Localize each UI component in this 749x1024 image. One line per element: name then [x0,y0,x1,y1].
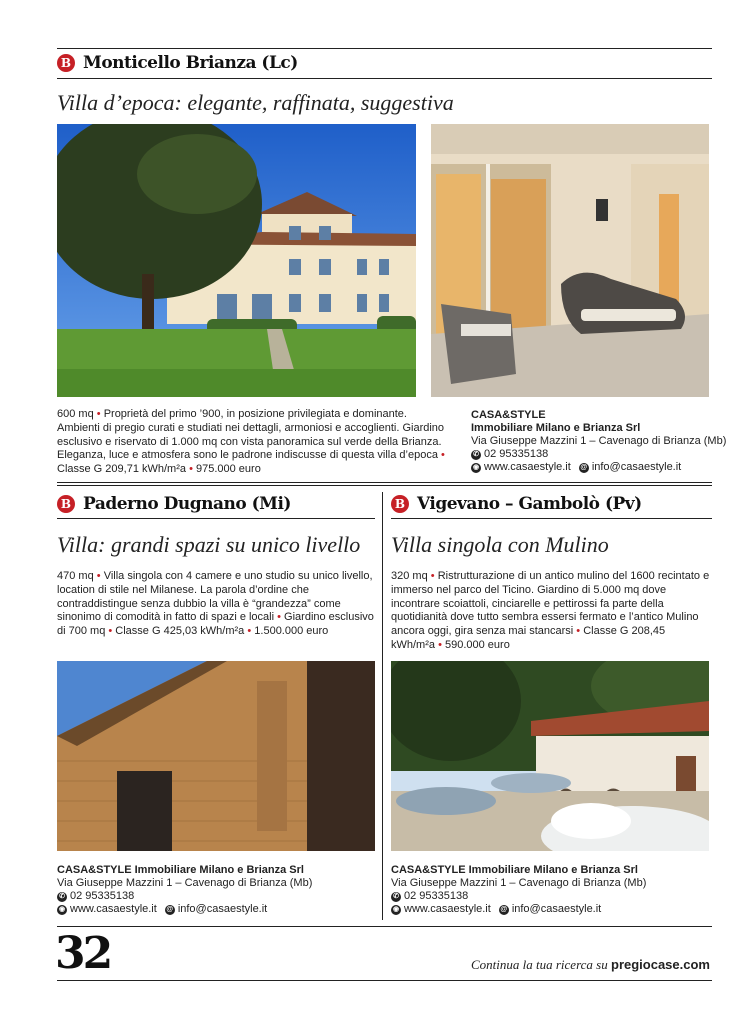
bullet-icon: • [576,625,581,638]
section-rule [57,78,712,79]
agency-phone: 02 95335138 [70,890,135,902]
page-number: 32 [55,928,111,979]
listing-3-energy-class: Classe G 208,45 kWh/m²a [391,625,666,651]
section-rule [57,482,712,483]
mill-courtyard-photo [391,661,709,851]
listing-1-location: Monticello Brianza (Lc) [83,53,298,73]
globe-icon: ◉ [392,906,400,913]
agency-phone: 02 95335138 [484,448,549,460]
footer-bottom-rule [57,980,712,981]
listing-2-agency [57,864,375,916]
email-icon: @ [500,906,508,913]
agency-website[interactable]: www.casaestyle.it [70,903,157,915]
badge-icon: B [391,495,409,513]
phone-icon: ✆ [57,892,67,902]
listing-2-location: Paderno Dugnano (Mi) [83,494,291,514]
listing-2-description [57,570,375,639]
listing-3-location: Vigevano – Gambolò (Pv) [417,494,642,514]
globe-icon: ◉ [58,906,66,913]
listing-3-desc-text: Ristrutturazione di un antico mulino del 1600 recintato e immerso nel parco del Ticino. Giardino di 5.000 mq dove incontrare scoiattoli, cinciarelle e pettirossi fa parte della quotidianità dove tutto sembra essersi fermato e l’antico Mulino ancora oggi, gira senza mai stancarsi [391,570,710,638]
listing-1-size: 600 mq [57,408,94,420]
bullet-icon: • [96,408,101,420]
listing-3-description [391,570,712,653]
agency-phone: 02 95335138 [404,890,469,902]
badge-icon: B [57,54,75,72]
agency-address: Via Giuseppe Mazzini 1 – Cavenago di Brianza (Mb) [391,877,647,889]
bullet-icon: • [277,611,281,624]
phone-icon: ✆ [391,892,401,902]
footer-prompt: Continua la tua ricerca su [471,957,608,972]
agency-email[interactable]: info@casaestyle.it [511,903,602,915]
listing-1-description [57,408,449,477]
agency-name: CASA&STYLE [471,409,546,421]
villa-exterior-photo [57,124,416,397]
section-rule [57,518,375,519]
agency-website[interactable]: www.casaestyle.it [484,461,571,473]
section-rule [391,518,712,519]
agency-website[interactable]: www.casaestyle.it [404,903,491,915]
listing-1-desc-text: Proprietà del primo ’900, in posizione privilegiata e dominante. Ambienti di pregio curati e studiati nei dettagli, armoniosi e accoglienti. Giardino esclusivo e riservato di 1.000 mq con vista panoramica sul verde della Brianza. Eleganza, luce e atmosfera sono le padrone indiscusse di questa villa d’epoca [57,408,445,462]
bullet-icon: • [189,463,193,476]
top-rule [57,48,712,49]
listing-3-title: Villa singola con Mulino [391,532,609,557]
footer-site-link[interactable]: pregiocase.com [611,957,710,972]
listing-3-agency [391,864,712,916]
agency-name-line-2: Immobiliare Milano e Brianza Srl [471,422,641,434]
listing-1-price: 975.000 euro [195,463,261,476]
listing-2-title: Villa: grandi spazi su unico livello [57,532,361,557]
badge-icon: B [57,495,75,513]
listing-2-price: 1.500.000 euro [254,625,329,638]
bullet-icon: • [438,638,442,651]
listing-3-price: 590.000 euro [444,638,510,651]
listing-2-size: 470 mq [57,570,94,582]
agency-name: CASA&STYLE Immobiliare Milano e Brianza Srl [391,864,638,876]
bullet-icon: • [108,625,113,638]
footer-rule [57,926,712,927]
email-icon: @ [580,464,588,471]
listing-2-desc-text: Villa singola con 4 camere e uno studio su unico livello, location di stile nel Milanese. La parola d’ordine che contraddistingue senza dubbio la villa è “grandezza” come sinonimo di comodità in fatto di spazi e locali [57,570,373,624]
listing-1-energy-class: Classe G 209,71 kWh/m²a [57,463,186,476]
listing-1-agency [471,409,727,474]
listing-3-size: 320 mq [391,570,428,582]
agency-name: CASA&STYLE Immobiliare Milano e Brianza Srl [57,864,304,876]
footer-text [471,957,710,973]
listing-2-energy-class: Classe G 425,03 kWh/m²a [115,625,245,638]
globe-icon: ◉ [472,464,480,471]
phone-icon: ✆ [471,450,481,460]
brick-villa-photo [57,661,375,851]
agency-email[interactable]: info@casaestyle.it [177,903,268,915]
listing-1-title: Villa d’epoca: elegante, raffinata, suggestiva [57,90,454,115]
bullet-icon: • [441,449,445,462]
bullet-icon: • [96,570,101,582]
bullet-icon: • [430,570,435,582]
email-icon: @ [166,906,174,913]
agency-address: Via Giuseppe Mazzini 1 – Cavenago di Brianza (Mb) [471,435,727,447]
section-rule [57,485,712,486]
agency-address: Via Giuseppe Mazzini 1 – Cavenago di Brianza (Mb) [57,877,313,889]
listing-2-garden: Giardino esclusivo di 700 mq [57,611,374,638]
agency-email[interactable]: info@casaestyle.it [591,461,682,473]
bullet-icon: • [247,625,252,638]
column-divider [382,492,383,920]
veranda-interior-photo [431,124,709,397]
